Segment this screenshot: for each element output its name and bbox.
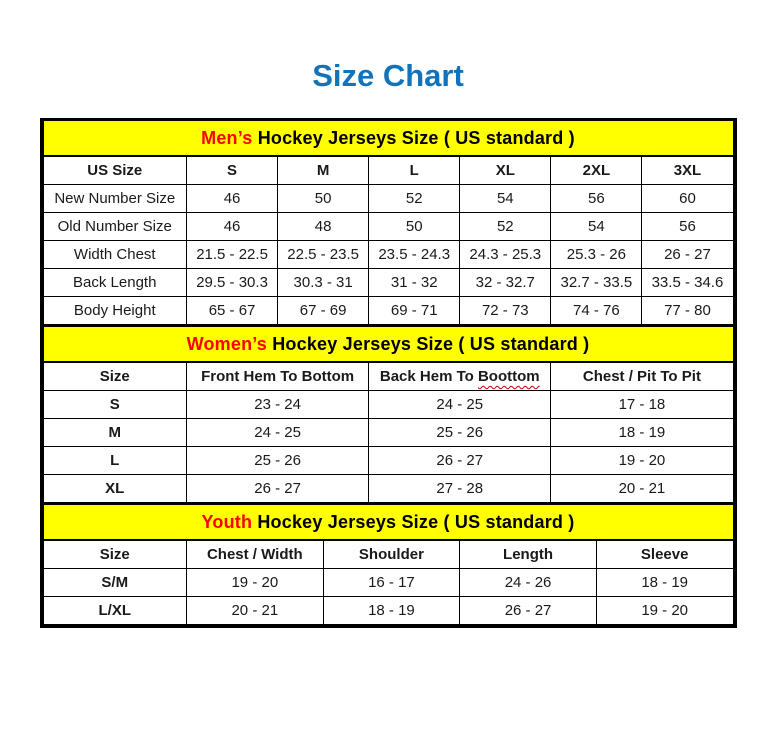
mens-column-header: XL: [460, 156, 551, 185]
size-value-cell: 48: [278, 213, 369, 241]
mens-column-header: US Size: [43, 156, 187, 185]
womens-column-header: Chest / Pit To Pit: [551, 362, 733, 391]
size-value-cell: 60: [642, 185, 733, 213]
row-label: L: [43, 447, 187, 475]
size-value-cell: 19 - 20: [187, 569, 324, 597]
size-value-cell: 25.3 - 26: [551, 241, 642, 269]
size-value-cell: 50: [369, 213, 460, 241]
mens-column-header: S: [187, 156, 278, 185]
size-value-cell: 72 - 73: [460, 297, 551, 325]
size-value-cell: 29.5 - 30.3: [187, 269, 278, 297]
youth-column-header: Shoulder: [323, 540, 460, 569]
size-value-cell: 50: [278, 185, 369, 213]
mens-row-back-length: [43, 269, 733, 297]
size-value-cell: 56: [642, 213, 733, 241]
page-title: Size Chart: [312, 58, 464, 93]
womens-row-xl: [43, 475, 733, 503]
size-value-cell: 54: [460, 185, 551, 213]
mens-heading-highlight: Men’s: [201, 127, 253, 148]
mens-row-new-number-size: [43, 185, 733, 213]
size-chart-page: [0, 58, 776, 628]
mens-column-header: L: [369, 156, 460, 185]
row-label: M: [43, 419, 187, 447]
size-value-cell: 54: [551, 213, 642, 241]
size-value-cell: 20 - 21: [551, 475, 733, 503]
youth-size-table: [43, 503, 734, 625]
row-label: XL: [43, 475, 187, 503]
youth-column-header-row: [43, 540, 733, 569]
womens-column-header-row: [43, 362, 733, 391]
row-label: S/M: [43, 569, 187, 597]
size-value-cell: 23.5 - 24.3: [369, 241, 460, 269]
size-value-cell: 24 - 25: [187, 419, 369, 447]
youth-section-heading: [43, 504, 733, 540]
mens-column-header: 2XL: [551, 156, 642, 185]
youth-column-header: Size: [43, 540, 187, 569]
womens-heading-highlight: Women’s: [186, 333, 268, 354]
size-value-cell: 33.5 - 34.6: [642, 269, 733, 297]
size-value-cell: 31 - 32: [369, 269, 460, 297]
mens-row-body-height: [43, 297, 733, 325]
mens-column-header-row: [43, 156, 733, 185]
size-value-cell: 52: [369, 185, 460, 213]
size-value-cell: 26 - 27: [460, 597, 597, 625]
size-value-cell: 23 - 24: [187, 391, 369, 419]
size-value-cell: 16 - 17: [323, 569, 460, 597]
size-value-cell: 25 - 26: [369, 419, 551, 447]
size-value-cell: 21.5 - 22.5: [187, 241, 278, 269]
size-value-cell: 67 - 69: [278, 297, 369, 325]
youth-column-header: Chest / Width: [187, 540, 324, 569]
size-value-cell: 32.7 - 33.5: [551, 269, 642, 297]
size-value-cell: 20 - 21: [187, 597, 324, 625]
womens-column-header: Size: [43, 362, 187, 391]
womens-size-table: [43, 325, 734, 503]
size-value-cell: 77 - 80: [642, 297, 733, 325]
size-value-cell: 22.5 - 23.5: [278, 241, 369, 269]
mens-row-old-number-size: [43, 213, 733, 241]
youth-column-header: Length: [460, 540, 597, 569]
size-value-cell: 26 - 27: [369, 447, 551, 475]
womens-column-header: Back Hem To Boottom: [369, 362, 551, 391]
size-value-cell: 19 - 20: [596, 597, 733, 625]
mens-column-header: 3XL: [642, 156, 733, 185]
mens-row-width-chest: [43, 241, 733, 269]
size-value-cell: 18 - 19: [323, 597, 460, 625]
size-value-cell: 46: [187, 213, 278, 241]
youth-column-header: Sleeve: [596, 540, 733, 569]
size-value-cell: 24.3 - 25.3: [460, 241, 551, 269]
size-value-cell: 27 - 28: [369, 475, 551, 503]
size-value-cell: 19 - 20: [551, 447, 733, 475]
mens-size-table: [43, 121, 734, 325]
size-value-cell: 24 - 26: [460, 569, 597, 597]
mens-section-heading: [43, 121, 733, 156]
mens-heading-band: [43, 121, 733, 156]
womens-row-l: [43, 447, 733, 475]
size-value-cell: 46: [187, 185, 278, 213]
row-label: Old Number Size: [43, 213, 187, 241]
youth-heading-band: [43, 504, 733, 540]
womens-column-header: Front Hem To Bottom: [187, 362, 369, 391]
mens-heading-text: Hockey Jerseys Size ( US standard ): [252, 127, 575, 148]
youth-row-s-m: [43, 569, 733, 597]
youth-heading-highlight: Youth: [201, 511, 253, 532]
size-value-cell: 18 - 19: [551, 419, 733, 447]
size-value-cell: 18 - 19: [596, 569, 733, 597]
size-value-cell: 69 - 71: [369, 297, 460, 325]
mens-column-header: M: [278, 156, 369, 185]
size-value-cell: 74 - 76: [551, 297, 642, 325]
size-tables-container: [40, 118, 737, 628]
row-label: Width Chest: [43, 241, 187, 269]
row-label: L/XL: [43, 597, 187, 625]
row-label: S: [43, 391, 187, 419]
womens-row-s: [43, 391, 733, 419]
misspelled-word: Boottom: [477, 368, 540, 385]
womens-row-m: [43, 419, 733, 447]
size-value-cell: 56: [551, 185, 642, 213]
size-value-cell: 17 - 18: [551, 391, 733, 419]
size-value-cell: 25 - 26: [187, 447, 369, 475]
size-value-cell: 24 - 25: [369, 391, 551, 419]
size-value-cell: 26 - 27: [187, 475, 369, 503]
youth-heading-text: Hockey Jerseys Size ( US standard ): [252, 511, 575, 532]
size-value-cell: 26 - 27: [642, 241, 733, 269]
size-value-cell: 65 - 67: [187, 297, 278, 325]
youth-row-l-xl: [43, 597, 733, 625]
size-value-cell: 32 - 32.7: [460, 269, 551, 297]
size-value-cell: 52: [460, 213, 551, 241]
row-label: Back Length: [43, 269, 187, 297]
womens-heading-band: [43, 326, 733, 362]
row-label: Body Height: [43, 297, 187, 325]
size-value-cell: 30.3 - 31: [278, 269, 369, 297]
womens-section-heading: [43, 326, 733, 362]
row-label: New Number Size: [43, 185, 187, 213]
womens-heading-text: Hockey Jerseys Size ( US standard ): [267, 333, 590, 354]
